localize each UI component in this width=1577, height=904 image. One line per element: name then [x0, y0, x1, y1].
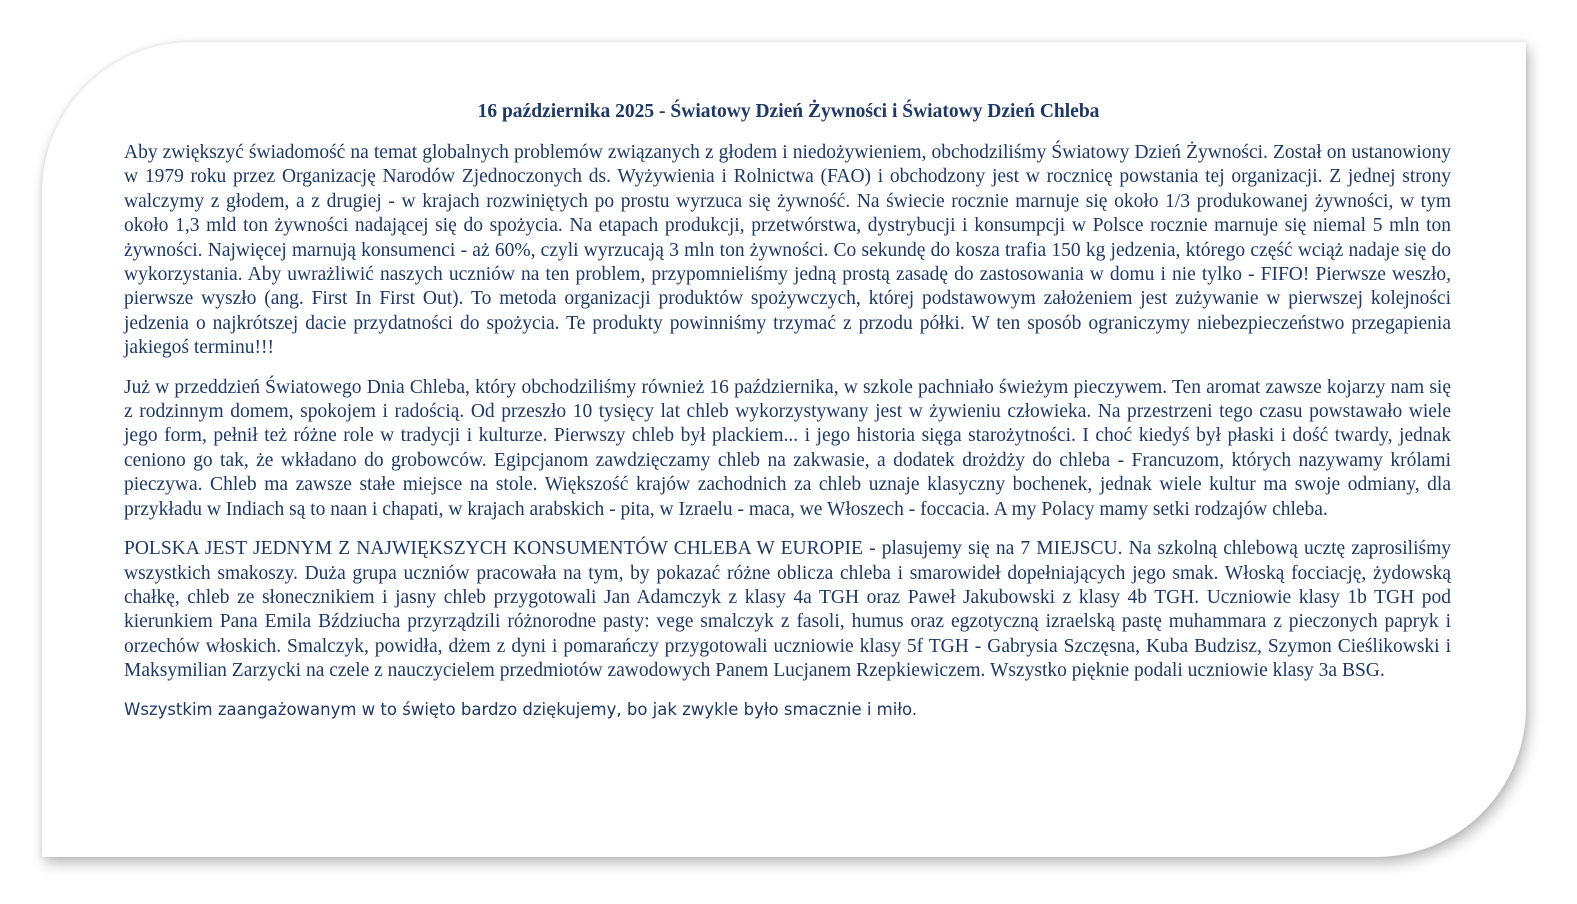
article-title: 16 października 2025 - Światowy Dzień Żywności i Światowy Dzień Chleba — [477, 101, 1100, 122]
paragraph-bread-day: Już w przeddzień Światowego Dnia Chleba, który obchodziliśmy również 16 października, w szkole pachniało świeżym pieczywem. Ten aromat zawsze kojarzy nam się z rodzinnym domem, spokojem i radością. Od przeszło 10 tysięcy lat chleb wykorzystywany jest w żywieniu człowieka. Na przestrzeni tego czasu powstawało wiele jego form, pełnił też różne role w tradycji i kulturze. Pierwszy chleb był plackiem... i jego historia sięga starożytności. I choć kiedyś był płaski i dość twardy, jednak ceniono go tak, że wkładano do grobowców. Egipcjanom zawdzięczamy chleb na zakwasie, a dodatek drożdży do chleba - Francuzom, których nazywamy królami pieczywa. Chleb ma zawsze stałe miejsce na stole. Większość krajów zachodnich za chleb uznaje klasyczny bochenek, jednak wiele kultur ma swoje odmiany, dla przykładu w Indiach są to naan i chapati, w krajach arabskich - pita, w Izraelu - maca, we Włoszech - foccacia. A my Polacy mamy setki rodzajów chleba. — [124, 376, 1451, 520]
paragraph-school-feast: POLSKA JEST JEDNYM Z NAJWIĘKSZYCH KONSUMENTÓW CHLEBA W EUROPIE - plasujemy się na 7 MIEJSCU. Na szkolną chlebową ucztę zaprosiliśmy wszystkich smakoszy. Duża grupa uczniów pracowała na tym, by pokazać różne oblicza chleba i smarowideł dopełniających jego smak. Włoską focciację, żydowską chałkę, chleb ze słonecznikiem i jasny chleb przygotowali Jan Adamczyk z klasy 4a TGH oraz Paweł Jakubowski z klasy 4b TGH. Uczniowie klasy 1b TGH pod kierunkiem Pana Emila Bździucha przyrządzili różnorodne pasty: vege smalczyk z fasoli, humus oraz egzotyczną izraelską pastę muhammara z pieczonych papryk i orzechów włoskich. Smalczyk, powidła, dżem z dyni i pomarańczy przygotowali uczniowie klasy 5f TGH - Gabrysia Szczęsna, Kuba Budzisz, Szymon Cieślikowski i Maksymilian Zarzycki na czele z nauczycielem przedmiotów zawodowych Panem Lucjanem Rzepkiewiczem. Wszystko pięknie podali uczniowie klasy 3a BSG. — [124, 538, 1451, 682]
paragraph-thanks: Wszystkim zaangażowanym w to święto bardzo dziękujemy, bo jak zwykle było smacznie i miło. — [124, 699, 918, 719]
paragraph-food-day: Aby zwiększyć świadomość na temat globalnych problemów związanych z głodem i niedożywieniem, obchodziliśmy Światowy Dzień Żywności. Został on ustanowiony w 1979 roku przez Organizację Narodów Zjednoczonych ds. Wyżywienia i Rolnictwa (FAO) i obchodzony jest w rocznicę powstania tej organizacji. Z jednej strony walczymy z głodem, a z drugiej - w krajach rozwiniętych po prostu wyrzuca się żywność. Na świecie rocznie marnuje się około 1/3 produkowanej żywności, w tym około 1,3 mld ton żywności nadającej się do spożycia. Na etapach produkcji, przetwórstwa, dystrybucji i konsumpcji w Polsce rocznie marnuje się niemal 5 mln ton żywności. Najwięcej marnują konsumenci - aż 60%, czyli wyrzucają 3 mln ton żywności. Co sekundę do kosza trafia 150 kg jedzenia, którego część wciąż nadaje się do wykorzystania. Aby uwrażliwić naszych uczniów na ten problem, przypomnieliśmy jedną prostą zasadę do zastosowania w domu i nie tylko - FIFO! Pierwsze weszło, pierwsze wyszło (ang. First In First Out). To metoda organizacji produktów spożywczych, której podstawowym założeniem jest zużywanie w pierwszej kolejności jedzenia o najkrótszej dacie przydatności do spożycia. Te produkty powinniśmy trzymać z przodu półki. W ten sposób ograniczymy niebezpieczeństwo przegapienia jakiegoś terminu!!! — [124, 142, 1451, 359]
article-body — [124, 141, 1451, 722]
